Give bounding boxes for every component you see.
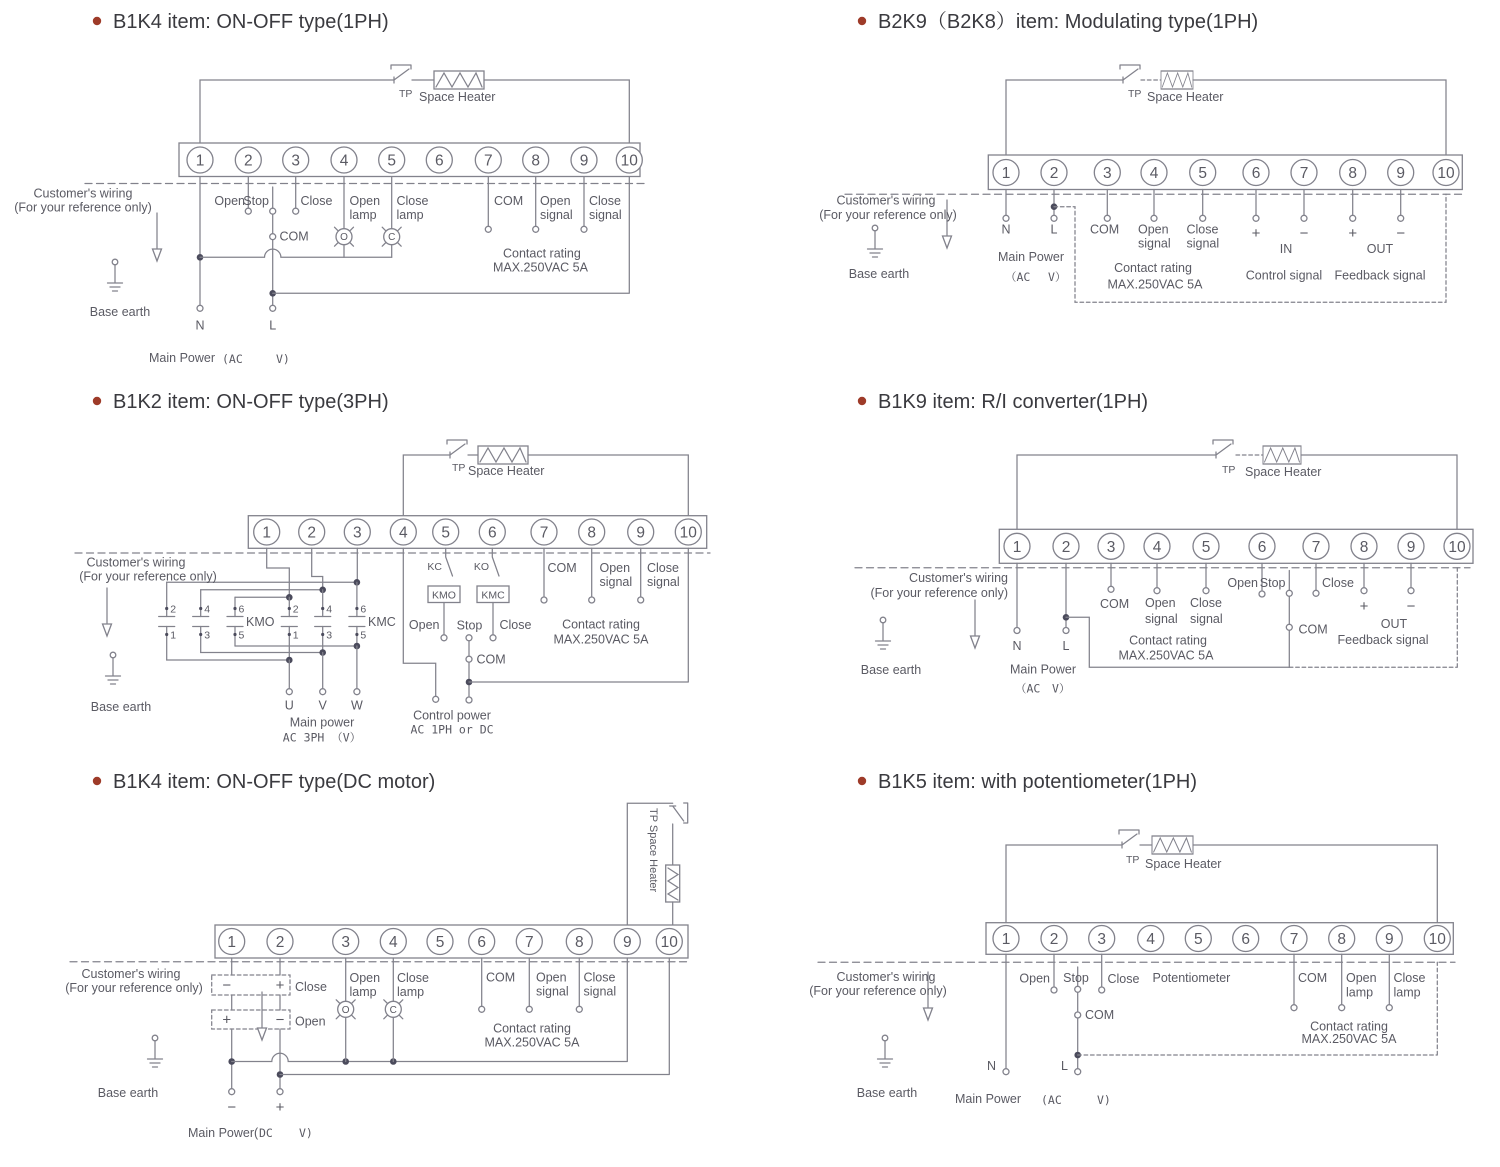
- tp-switch-icon: [1213, 440, 1233, 458]
- svg-text:2: 2: [275, 934, 285, 951]
- svg-text:signal: signal: [540, 208, 573, 222]
- svg-text:(For your reference only): (For your reference only): [79, 569, 217, 584]
- svg-text:+: +: [1348, 225, 1358, 242]
- svg-text:6: 6: [434, 152, 444, 170]
- svg-text:Open: Open: [536, 970, 567, 985]
- svg-text:3: 3: [1097, 931, 1107, 948]
- svg-text:Control power: Control power: [413, 708, 491, 723]
- svg-text:signal: signal: [1145, 612, 1178, 626]
- l-label: L: [269, 318, 277, 333]
- svg-text:3: 3: [1102, 165, 1112, 182]
- heater-circuit: [1006, 830, 1437, 923]
- labels: [65, 967, 616, 1140]
- heater-circuit: [1017, 440, 1457, 529]
- svg-text:5: 5: [1198, 165, 1208, 182]
- svg-text:1: 1: [292, 629, 299, 642]
- bullet-icon: [93, 397, 101, 405]
- svg-text:signal: signal: [583, 984, 617, 999]
- svg-text:Potentiometer: Potentiometer: [1152, 971, 1231, 985]
- svg-text:lamp: lamp: [349, 208, 377, 222]
- space-heater-icon: [1263, 446, 1301, 464]
- svg-text:Stop: Stop: [1259, 576, 1286, 590]
- max-rating-label: MAX.250VAC 5A: [493, 260, 588, 275]
- svg-text:Base earth: Base earth: [856, 1086, 918, 1100]
- labels: [819, 194, 1425, 292]
- svg-text:Open: Open: [1019, 971, 1050, 986]
- heater-circuit: [403, 440, 688, 516]
- svg-text:Space Heater: Space Heater: [1245, 465, 1322, 479]
- svg-text:5: 5: [441, 524, 451, 542]
- down-arrow-icon: [258, 992, 267, 1040]
- svg-text:3: 3: [326, 629, 333, 642]
- svg-text:10: 10: [1437, 165, 1455, 182]
- svg-text:Open: Open: [540, 194, 571, 208]
- svg-text:5: 5: [1193, 931, 1203, 948]
- svg-text:8: 8: [1348, 165, 1358, 182]
- svg-text:−: −: [222, 977, 232, 994]
- svg-text:V): V): [276, 352, 290, 366]
- down-arrow-icon: [103, 588, 112, 636]
- svg-text:5: 5: [360, 629, 367, 642]
- svg-text:Contact rating: Contact rating: [1129, 633, 1207, 648]
- svg-text:OUT: OUT: [1366, 242, 1394, 256]
- down-arrow-icon: [153, 213, 162, 261]
- svg-text:COM: COM: [486, 970, 516, 985]
- earth-icon: [148, 1035, 163, 1067]
- svg-text:Close: Close: [295, 980, 327, 994]
- panel-b1k4-dc: [65, 771, 690, 1140]
- svg-text:7: 7: [1299, 165, 1309, 182]
- base-earth-label: Base earth: [89, 305, 151, 319]
- labels: [861, 571, 1429, 696]
- svg-text:(AC: (AC: [222, 352, 243, 366]
- space-heater-icon: [1161, 71, 1193, 89]
- svg-text:7: 7: [539, 524, 549, 542]
- earth-icon: [106, 652, 121, 684]
- svg-text:COM: COM: [1100, 597, 1130, 611]
- svg-text:N: N: [1012, 639, 1022, 653]
- close-label: Close: [300, 194, 333, 208]
- svg-text:signal: signal: [1186, 236, 1220, 251]
- tp-switch-icon: [1120, 65, 1140, 83]
- svg-text:−: −: [1299, 225, 1309, 242]
- svg-text:9: 9: [1406, 538, 1416, 556]
- svg-text:7: 7: [483, 152, 493, 170]
- svg-text:MAX.250VAC 5A: MAX.250VAC 5A: [1301, 1032, 1397, 1046]
- svg-text:Customer's wiring: Customer's wiring: [86, 555, 186, 570]
- svg-text:V）: V）: [1048, 270, 1067, 284]
- svg-text:Open: Open: [1138, 222, 1169, 237]
- svg-text:C: C: [389, 1004, 397, 1016]
- svg-text:Close: Close: [499, 618, 532, 632]
- panel-b1k9-ri: [855, 391, 1473, 696]
- kmo-group-label: KMO: [246, 615, 275, 629]
- labels: [14, 187, 621, 367]
- svg-text:2: 2: [292, 603, 299, 616]
- svg-text:COM: COM: [1298, 971, 1328, 985]
- svg-text:signal: signal: [1138, 236, 1171, 251]
- svg-text:V): V): [299, 1126, 313, 1140]
- svg-text:lamp: lamp: [1393, 985, 1421, 1000]
- svg-text:4: 4: [326, 603, 333, 616]
- svg-text:Open: Open: [1145, 596, 1176, 610]
- panel-title: B1K4 item: ON-OFF type(DC motor): [113, 771, 436, 793]
- space-heater-label: Space Heater: [419, 90, 496, 104]
- panel-b1k2-3ph: [75, 391, 710, 745]
- svg-text:Close: Close: [647, 561, 679, 575]
- lamp-c-letter: C: [388, 232, 396, 244]
- space-heater-icon: [434, 71, 484, 89]
- svg-text:1: 1: [262, 524, 272, 542]
- svg-text:Feedback signal: Feedback signal: [1337, 633, 1429, 647]
- svg-text:2: 2: [170, 603, 177, 616]
- svg-text:COM: COM: [1085, 1008, 1115, 1022]
- svg-text:O: O: [341, 1004, 350, 1016]
- svg-text:6: 6: [360, 603, 367, 616]
- customers-wiring-label: Customer's wiring: [33, 186, 133, 201]
- svg-text:5: 5: [387, 152, 397, 170]
- svg-text:L: L: [1050, 222, 1058, 237]
- svg-text:KC: KC: [427, 561, 442, 573]
- svg-text:1: 1: [1001, 931, 1011, 948]
- svg-text:Open: Open: [349, 971, 381, 985]
- labels: [79, 556, 679, 745]
- space-heater-icon: [478, 446, 528, 464]
- svg-text:Close: Close: [1186, 222, 1219, 237]
- svg-text:5: 5: [1201, 538, 1211, 556]
- svg-text:W: W: [350, 698, 363, 713]
- svg-text:8: 8: [587, 524, 597, 542]
- svg-text:COM: COM: [1090, 222, 1120, 237]
- svg-text:4: 4: [1146, 931, 1156, 948]
- svg-text:3: 3: [352, 524, 362, 542]
- svg-text:U: U: [284, 698, 294, 713]
- svg-text:Open: Open: [295, 1014, 326, 1029]
- svg-text:1: 1: [1001, 165, 1011, 182]
- svg-text:Open: Open: [1227, 576, 1258, 590]
- svg-text:4: 4: [398, 524, 408, 542]
- svg-text:3: 3: [1106, 538, 1116, 556]
- svg-text:signal: signal: [599, 575, 633, 589]
- svg-text:MAX.250VAC 5A: MAX.250VAC 5A: [484, 1035, 580, 1050]
- svg-text:OUT: OUT: [1380, 617, 1408, 631]
- bullet-icon: [93, 777, 101, 785]
- svg-text:TP: TP: [1128, 88, 1142, 100]
- svg-text:Close: Close: [1322, 576, 1354, 590]
- svg-text:L: L: [1061, 1059, 1068, 1073]
- svg-text:Stop: Stop: [456, 618, 483, 633]
- svg-text:lamp: lamp: [397, 985, 425, 999]
- svg-text:4: 4: [1152, 538, 1162, 556]
- svg-text:6: 6: [1241, 931, 1251, 948]
- svg-text:9: 9: [636, 524, 646, 542]
- svg-text:TP: TP: [1222, 464, 1236, 476]
- svg-text:Main power: Main power: [289, 715, 355, 730]
- svg-text:4: 4: [204, 603, 211, 616]
- svg-text:−: −: [1396, 225, 1406, 242]
- svg-text:Main Power: Main Power: [1010, 662, 1076, 677]
- space-heater-icon: [1152, 836, 1193, 854]
- svg-text:(AC: (AC: [1041, 1093, 1062, 1107]
- svg-text:Contact rating: Contact rating: [562, 617, 640, 632]
- control-circuit: [403, 548, 688, 703]
- svg-text:KMC: KMC: [481, 589, 505, 602]
- svg-text:TP: TP: [452, 462, 466, 474]
- svg-text:Base earth: Base earth: [848, 267, 910, 281]
- stop-label: Stop: [243, 194, 269, 208]
- com-stop-label: COM: [279, 229, 309, 244]
- panel-title: B2K9（B2K8）item: Modulating type(1PH): [878, 11, 1259, 33]
- svg-text:10: 10: [1448, 538, 1466, 556]
- svg-text:3: 3: [204, 629, 211, 642]
- svg-text:Contact rating: Contact rating: [493, 1021, 571, 1036]
- svg-text:Close: Close: [1107, 972, 1140, 986]
- heater-circuit: [200, 65, 629, 143]
- svg-text:Main Power: Main Power: [998, 250, 1064, 264]
- tp-switch-icon: [1119, 830, 1139, 848]
- svg-text:4: 4: [1149, 165, 1159, 182]
- svg-text:6: 6: [477, 934, 487, 951]
- lamp-o-letter: O: [340, 232, 348, 244]
- svg-text:2: 2: [307, 524, 317, 542]
- svg-text:1: 1: [195, 152, 205, 170]
- svg-text:(For your reference only): (For your reference only): [819, 208, 957, 222]
- svg-text:3: 3: [291, 152, 301, 170]
- tp-switch-icon: [447, 440, 467, 458]
- heater-circuit: [627, 803, 687, 925]
- svg-text:IN: IN: [1279, 242, 1293, 256]
- svg-text:signal: signal: [1190, 612, 1223, 626]
- tp-space-heater-label: TP Space Heater: [647, 808, 659, 893]
- svg-text:9: 9: [622, 934, 632, 951]
- svg-text:8: 8: [1359, 538, 1369, 556]
- svg-text:3: 3: [341, 934, 351, 951]
- svg-text:4: 4: [339, 152, 349, 170]
- svg-text:Space Heater: Space Heater: [468, 464, 545, 478]
- svg-text:10: 10: [660, 934, 678, 951]
- svg-text:7: 7: [524, 934, 534, 951]
- svg-text:10: 10: [1428, 931, 1446, 948]
- svg-text:6: 6: [1257, 538, 1267, 556]
- bullet-icon: [858, 17, 866, 25]
- svg-text:+: +: [275, 977, 285, 994]
- svg-text:Base earth: Base earth: [860, 663, 922, 677]
- tp-switch-icon: [670, 803, 688, 823]
- kmc-group-label: KMC: [368, 615, 396, 629]
- svg-text:10: 10: [620, 152, 638, 170]
- svg-text:(For your reference only): (For your reference only): [870, 586, 1008, 600]
- svg-text:2: 2: [1049, 931, 1059, 948]
- tp-label: TP: [399, 88, 413, 100]
- svg-text:signal: signal: [647, 575, 680, 589]
- panel-b2k9-modulating: [819, 11, 1462, 302]
- svg-text:Close: Close: [1393, 971, 1426, 985]
- svg-text:+: +: [1251, 225, 1261, 242]
- svg-text:KO: KO: [473, 561, 489, 573]
- svg-text:KMO: KMO: [432, 589, 456, 602]
- svg-text:Contact rating: Contact rating: [1114, 261, 1192, 275]
- svg-text:1: 1: [1012, 538, 1022, 556]
- svg-text:Close: Close: [396, 194, 429, 208]
- n-label: N: [195, 318, 205, 333]
- svg-text:Close: Close: [1190, 596, 1222, 610]
- bullet-icon: [858, 777, 866, 785]
- svg-text:8: 8: [574, 934, 584, 951]
- svg-text:−: −: [1406, 598, 1416, 615]
- svg-text:1: 1: [227, 934, 237, 951]
- contact-rating-label: Contact rating: [503, 246, 581, 261]
- svg-text:6: 6: [1251, 165, 1261, 182]
- svg-text:Contact rating: Contact rating: [1310, 1019, 1388, 1034]
- svg-text:6: 6: [487, 524, 497, 542]
- svg-text:8: 8: [531, 152, 541, 170]
- svg-text:AC 1PH or DC: AC 1PH or DC: [410, 722, 494, 737]
- labels: [809, 970, 1425, 1107]
- svg-text:TP: TP: [1126, 854, 1140, 866]
- svg-text:10: 10: [679, 524, 697, 542]
- panel-title: B1K2 item: ON-OFF type(3PH): [113, 391, 389, 413]
- bullet-icon: [858, 397, 866, 405]
- svg-text:Main Power: Main Power: [955, 1092, 1021, 1106]
- svg-text:N: N: [986, 1059, 996, 1073]
- svg-text:−: −: [275, 1011, 285, 1029]
- svg-text:9: 9: [579, 152, 589, 170]
- svg-text:Close: Close: [397, 971, 429, 985]
- svg-text:(For your reference only): (For your reference only): [809, 984, 947, 998]
- svg-text:5: 5: [238, 629, 245, 642]
- svg-text:Space Heater: Space Heater: [1147, 90, 1224, 104]
- main-power-label: Main Power: [149, 351, 215, 365]
- svg-text:Open: Open: [599, 561, 631, 575]
- svg-text:Stop: Stop: [1063, 971, 1089, 985]
- svg-text:9: 9: [1384, 931, 1394, 948]
- svg-text:N: N: [1001, 222, 1011, 237]
- svg-text:Feedback signal: Feedback signal: [1334, 268, 1426, 283]
- panel-title: B1K5 item: with potentiometer(1PH): [878, 771, 1198, 793]
- svg-text:7: 7: [1311, 538, 1321, 556]
- svg-text:COM: COM: [476, 652, 506, 667]
- svg-text:+: +: [1359, 598, 1369, 615]
- svg-text:signal: signal: [536, 984, 569, 999]
- earth-icon: [876, 617, 891, 649]
- svg-text:Open: Open: [408, 618, 440, 632]
- svg-text:(For your reference only): (For your reference only): [65, 981, 203, 995]
- svg-text:Customer's wiring: Customer's wiring: [909, 571, 1008, 585]
- svg-text:Open: Open: [349, 194, 381, 208]
- svg-text:Customer's wiring: Customer's wiring: [836, 970, 936, 984]
- svg-text:9: 9: [1396, 165, 1406, 182]
- svg-text:lamp: lamp: [349, 985, 377, 999]
- svg-text:Main Power(: Main Power(: [188, 1126, 259, 1140]
- panel-title: B1K4 item: ON-OFF type(1PH): [113, 11, 389, 33]
- svg-text:8: 8: [1337, 931, 1347, 948]
- svg-text:MAX.250VAC 5A: MAX.250VAC 5A: [1107, 277, 1203, 292]
- svg-text:5: 5: [435, 934, 445, 951]
- svg-text:MAX.250VAC 5A: MAX.250VAC 5A: [1118, 648, 1214, 663]
- svg-text:V）: V）: [1052, 681, 1071, 696]
- panel-b1k5-potentiometer: [809, 771, 1455, 1107]
- svg-text:lamp: lamp: [1346, 985, 1374, 1000]
- svg-text:Base earth: Base earth: [97, 1086, 159, 1100]
- earth-icon: [868, 225, 883, 257]
- svg-text:COM: COM: [547, 561, 577, 575]
- svg-text:Open: Open: [1346, 971, 1377, 985]
- svg-text:AC 3PH （V）: AC 3PH （V）: [282, 730, 362, 745]
- svg-text:2: 2: [243, 152, 253, 170]
- svg-text:lamp: lamp: [396, 208, 424, 222]
- svg-text:6: 6: [238, 603, 245, 616]
- svg-text:4: 4: [388, 934, 398, 951]
- svg-text:2: 2: [1049, 165, 1059, 182]
- svg-text:7: 7: [1289, 931, 1299, 948]
- svg-text:V: V: [318, 698, 327, 713]
- svg-text:Customer's wiring: Customer's wiring: [81, 967, 181, 981]
- svg-text:Space Heater: Space Heater: [1145, 857, 1222, 871]
- svg-text:V): V): [1097, 1093, 1111, 1107]
- svg-text:（AC: （AC: [1005, 270, 1031, 284]
- svg-text:L: L: [1062, 639, 1070, 653]
- tp-switch-icon: [391, 65, 411, 83]
- panel-b1k4-1ph: [14, 11, 646, 366]
- bullet-icon: [93, 17, 101, 25]
- svg-text:Control signal: Control signal: [1245, 268, 1323, 283]
- heater-circuit: [1006, 65, 1446, 155]
- svg-text:1: 1: [170, 629, 177, 642]
- svg-text:Close: Close: [589, 194, 621, 208]
- panel-title: B1K9 item: R/I converter(1PH): [878, 391, 1149, 413]
- svg-text:+: +: [275, 1099, 285, 1116]
- svg-text:+: +: [222, 1011, 232, 1029]
- earth-icon: [878, 1035, 893, 1067]
- svg-text:−: −: [227, 1099, 237, 1116]
- svg-text:MAX.250VAC 5A: MAX.250VAC 5A: [553, 632, 649, 647]
- svg-text:COM: COM: [1298, 622, 1328, 637]
- svg-text:DC: DC: [259, 1126, 273, 1140]
- svg-text:signal: signal: [589, 208, 622, 222]
- svg-text:2: 2: [1061, 538, 1071, 556]
- earth-icon: [108, 259, 123, 291]
- svg-text:（AC: （AC: [1015, 681, 1041, 696]
- svg-text:Base earth: Base earth: [90, 700, 152, 714]
- svg-text:Customer's wiring: Customer's wiring: [836, 193, 936, 208]
- open-label: Open: [214, 194, 245, 208]
- svg-text:Close: Close: [583, 970, 616, 985]
- com-label: COM: [494, 194, 524, 208]
- down-arrow-icon: [971, 600, 980, 648]
- reference-label: (For your reference only): [14, 200, 152, 215]
